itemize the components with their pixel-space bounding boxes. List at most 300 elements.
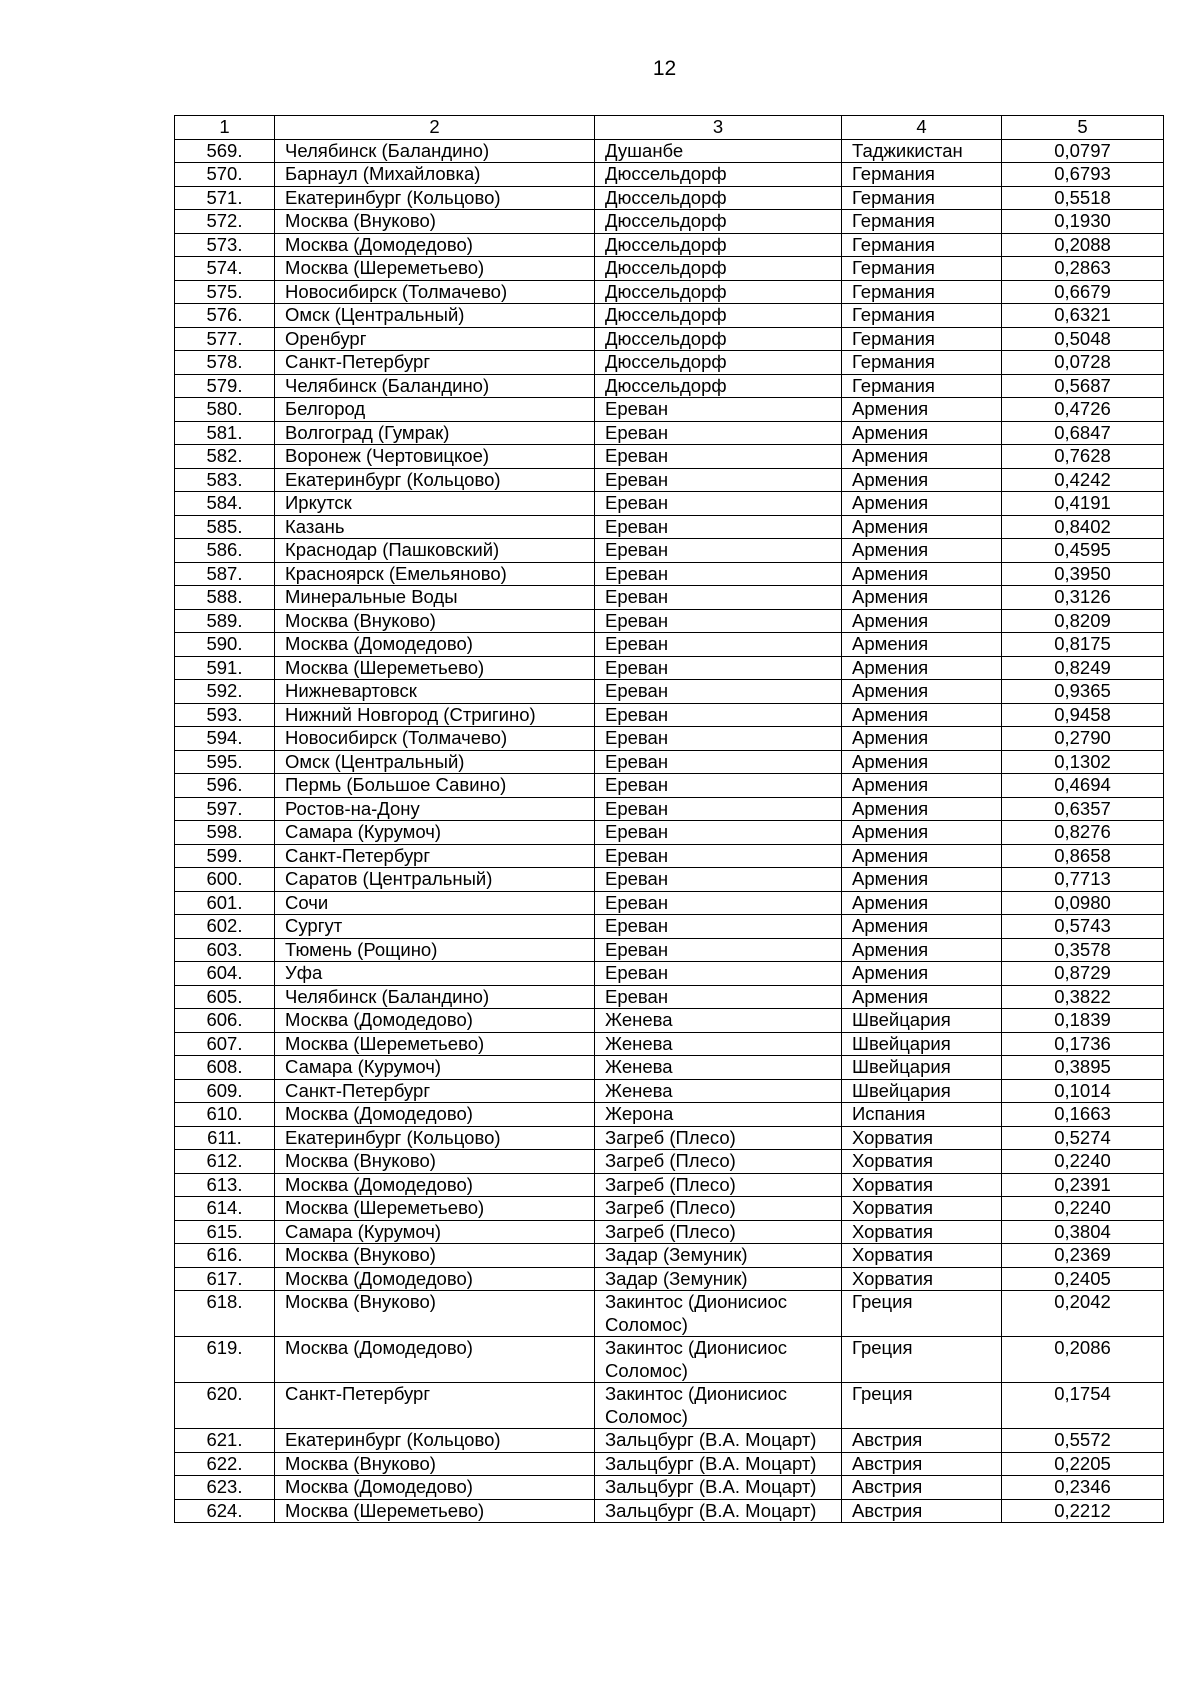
- destination-cell: Ереван: [595, 821, 842, 845]
- table-row: [175, 539, 1164, 563]
- destination-cell: Ереван: [595, 891, 842, 915]
- table-row: [175, 680, 1164, 704]
- value-cell: 0,2042: [1002, 1291, 1164, 1337]
- destination-cell: Дюссельдорф: [595, 351, 842, 375]
- value-cell: 0,2369: [1002, 1244, 1164, 1268]
- header-row: [175, 116, 1164, 140]
- destination-cell: Дюссельдорф: [595, 304, 842, 328]
- header-cell-1: 1: [175, 116, 275, 140]
- country-cell: Армения: [842, 703, 1002, 727]
- destination-cell: Ереван: [595, 868, 842, 892]
- row-number-cell: 613.: [175, 1173, 275, 1197]
- value-cell: 0,5518: [1002, 186, 1164, 210]
- table-row: [175, 727, 1164, 751]
- row-number-cell: 624.: [175, 1499, 275, 1523]
- value-cell: 0,2790: [1002, 727, 1164, 751]
- table-row: [175, 1220, 1164, 1244]
- origin-cell: Екатеринбург (Кольцово): [275, 1429, 595, 1453]
- table-row: [175, 1383, 1164, 1429]
- table-row: [175, 562, 1164, 586]
- value-cell: 0,8729: [1002, 962, 1164, 986]
- country-cell: Швейцария: [842, 1056, 1002, 1080]
- destination-cell: Ереван: [595, 938, 842, 962]
- row-number-cell: 606.: [175, 1009, 275, 1033]
- origin-cell: Санкт-Петербург: [275, 844, 595, 868]
- row-number-cell: 576.: [175, 304, 275, 328]
- header-cell-2: 2: [275, 116, 595, 140]
- page-number: 12: [652, 57, 677, 80]
- origin-cell: Новосибирск (Толмачево): [275, 280, 595, 304]
- country-cell: Армения: [842, 398, 1002, 422]
- country-cell: Хорватия: [842, 1244, 1002, 1268]
- destination-cell: Загреб (Плесо): [595, 1126, 842, 1150]
- row-number-cell: 604.: [175, 962, 275, 986]
- destination-cell: Ереван: [595, 750, 842, 774]
- origin-cell: Челябинск (Баландино): [275, 985, 595, 1009]
- origin-cell: Волгоград (Гумрак): [275, 421, 595, 445]
- value-cell: 0,4694: [1002, 774, 1164, 798]
- origin-cell: Санкт-Петербург: [275, 1079, 595, 1103]
- origin-cell: Уфа: [275, 962, 595, 986]
- row-number-cell: 595.: [175, 750, 275, 774]
- origin-cell: Сочи: [275, 891, 595, 915]
- origin-cell: Челябинск (Баландино): [275, 139, 595, 163]
- value-cell: 0,7628: [1002, 445, 1164, 469]
- row-number-cell: 572.: [175, 210, 275, 234]
- row-number-cell: 597.: [175, 797, 275, 821]
- value-cell: 0,8276: [1002, 821, 1164, 845]
- origin-cell: Москва (Шереметьево): [275, 257, 595, 281]
- table-row: [175, 468, 1164, 492]
- table-row: [175, 1032, 1164, 1056]
- destination-cell: Ереван: [595, 609, 842, 633]
- value-cell: 0,0797: [1002, 139, 1164, 163]
- value-cell: 0,3895: [1002, 1056, 1164, 1080]
- value-cell: 0,2391: [1002, 1173, 1164, 1197]
- destination-cell: Ереван: [595, 515, 842, 539]
- origin-cell: Омск (Центральный): [275, 750, 595, 774]
- table-row: [175, 821, 1164, 845]
- destination-cell: Дюссельдорф: [595, 186, 842, 210]
- row-number-cell: 623.: [175, 1476, 275, 1500]
- value-cell: 0,6679: [1002, 280, 1164, 304]
- country-cell: Хорватия: [842, 1267, 1002, 1291]
- country-cell: Греция: [842, 1383, 1002, 1429]
- destination-cell: Закинтос (Дионисиос Соломос): [595, 1383, 842, 1429]
- origin-cell: Москва (Домодедово): [275, 233, 595, 257]
- row-number-cell: 622.: [175, 1452, 275, 1476]
- destination-cell: Ереван: [595, 445, 842, 469]
- value-cell: 0,6357: [1002, 797, 1164, 821]
- country-cell: Германия: [842, 210, 1002, 234]
- row-number-cell: 599.: [175, 844, 275, 868]
- country-cell: Таджикистан: [842, 139, 1002, 163]
- origin-cell: Воронеж (Чертовицкое): [275, 445, 595, 469]
- country-cell: Испания: [842, 1103, 1002, 1127]
- destination-cell: Женева: [595, 1056, 842, 1080]
- row-number-cell: 600.: [175, 868, 275, 892]
- row-number-cell: 584.: [175, 492, 275, 516]
- value-cell: 0,3950: [1002, 562, 1164, 586]
- origin-cell: Омск (Центральный): [275, 304, 595, 328]
- table-row: [175, 139, 1164, 163]
- value-cell: 0,8209: [1002, 609, 1164, 633]
- row-number-cell: 592.: [175, 680, 275, 704]
- value-cell: 0,2088: [1002, 233, 1164, 257]
- origin-cell: Самара (Курумоч): [275, 821, 595, 845]
- country-cell: Армения: [842, 985, 1002, 1009]
- country-cell: Швейцария: [842, 1032, 1002, 1056]
- table-row: [175, 1103, 1164, 1127]
- table-row: [175, 1173, 1164, 1197]
- table-row: [175, 233, 1164, 257]
- value-cell: 0,8249: [1002, 656, 1164, 680]
- origin-cell: Екатеринбург (Кольцово): [275, 468, 595, 492]
- origin-cell: Барнаул (Михайловка): [275, 163, 595, 187]
- origin-cell: Новосибирск (Толмачево): [275, 727, 595, 751]
- table-row: [175, 985, 1164, 1009]
- value-cell: 0,2346: [1002, 1476, 1164, 1500]
- destination-cell: Дюссельдорф: [595, 327, 842, 351]
- row-number-cell: 611.: [175, 1126, 275, 1150]
- destination-cell: Загреб (Плесо): [595, 1220, 842, 1244]
- country-cell: Армения: [842, 868, 1002, 892]
- destination-cell: Ереван: [595, 633, 842, 657]
- value-cell: 0,4242: [1002, 468, 1164, 492]
- value-cell: 0,4726: [1002, 398, 1164, 422]
- table-row: [175, 1150, 1164, 1174]
- destination-cell: Дюссельдорф: [595, 280, 842, 304]
- table-row: [175, 210, 1164, 234]
- origin-cell: Красноярск (Емельяново): [275, 562, 595, 586]
- destination-cell: Ереван: [595, 774, 842, 798]
- destination-cell: Дюссельдорф: [595, 163, 842, 187]
- table-row: [175, 398, 1164, 422]
- destination-cell: Ереван: [595, 421, 842, 445]
- row-number-cell: 575.: [175, 280, 275, 304]
- value-cell: 0,1839: [1002, 1009, 1164, 1033]
- value-cell: 0,1754: [1002, 1383, 1164, 1429]
- table-row: [175, 938, 1164, 962]
- country-cell: Германия: [842, 233, 1002, 257]
- table-row: [175, 186, 1164, 210]
- country-cell: Швейцария: [842, 1009, 1002, 1033]
- table-row: [175, 1476, 1164, 1500]
- destination-cell: Женева: [595, 1079, 842, 1103]
- country-cell: Армения: [842, 797, 1002, 821]
- origin-cell: Екатеринбург (Кольцово): [275, 186, 595, 210]
- table-row: [175, 1337, 1164, 1383]
- table-row: [175, 257, 1164, 281]
- destination-cell: Дюссельдорф: [595, 233, 842, 257]
- destination-cell: Ереван: [595, 915, 842, 939]
- row-number-cell: 581.: [175, 421, 275, 445]
- row-number-cell: 605.: [175, 985, 275, 1009]
- row-number-cell: 589.: [175, 609, 275, 633]
- origin-cell: Москва (Домодедово): [275, 1267, 595, 1291]
- row-number-cell: 593.: [175, 703, 275, 727]
- origin-cell: Самара (Курумоч): [275, 1220, 595, 1244]
- destination-cell: Ереван: [595, 492, 842, 516]
- row-number-cell: 587.: [175, 562, 275, 586]
- table-row: [175, 163, 1164, 187]
- table-row: [175, 1009, 1164, 1033]
- destination-cell: Ереван: [595, 398, 842, 422]
- value-cell: 0,2086: [1002, 1337, 1164, 1383]
- country-cell: Германия: [842, 327, 1002, 351]
- country-cell: Хорватия: [842, 1220, 1002, 1244]
- value-cell: 0,8175: [1002, 633, 1164, 657]
- country-cell: Австрия: [842, 1499, 1002, 1523]
- table-row: [175, 492, 1164, 516]
- origin-cell: Нижневартовск: [275, 680, 595, 704]
- row-number-cell: 574.: [175, 257, 275, 281]
- country-cell: Армения: [842, 891, 1002, 915]
- value-cell: 0,2240: [1002, 1150, 1164, 1174]
- destination-cell: Ереван: [595, 468, 842, 492]
- table-row: [175, 656, 1164, 680]
- destination-cell: Ереван: [595, 703, 842, 727]
- destination-cell: Ереван: [595, 797, 842, 821]
- table-row: [175, 280, 1164, 304]
- row-number-cell: 594.: [175, 727, 275, 751]
- row-number-cell: 586.: [175, 539, 275, 563]
- table-row: [175, 327, 1164, 351]
- table-row: [175, 915, 1164, 939]
- value-cell: 0,9458: [1002, 703, 1164, 727]
- header-cell-5: 5: [1002, 116, 1164, 140]
- table-row: [175, 1452, 1164, 1476]
- row-number-cell: 588.: [175, 586, 275, 610]
- routes-table: [174, 115, 1164, 1523]
- origin-cell: Пермь (Большое Савино): [275, 774, 595, 798]
- table-row: [175, 633, 1164, 657]
- origin-cell: Краснодар (Пашковский): [275, 539, 595, 563]
- table-row: [175, 750, 1164, 774]
- destination-cell: Задар (Земуник): [595, 1267, 842, 1291]
- country-cell: Греция: [842, 1337, 1002, 1383]
- destination-cell: Зальцбург (В.А. Моцарт): [595, 1499, 842, 1523]
- origin-cell: Иркутск: [275, 492, 595, 516]
- origin-cell: Москва (Домодедово): [275, 633, 595, 657]
- row-number-cell: 614.: [175, 1197, 275, 1221]
- country-cell: Армения: [842, 633, 1002, 657]
- origin-cell: Саратов (Центральный): [275, 868, 595, 892]
- origin-cell: Москва (Домодедово): [275, 1103, 595, 1127]
- origin-cell: Самара (Курумоч): [275, 1056, 595, 1080]
- country-cell: Армения: [842, 750, 1002, 774]
- value-cell: 0,8402: [1002, 515, 1164, 539]
- value-cell: 0,3804: [1002, 1220, 1164, 1244]
- table-body: [175, 139, 1164, 1523]
- value-cell: 0,0980: [1002, 891, 1164, 915]
- origin-cell: Москва (Внуково): [275, 1291, 595, 1337]
- destination-cell: Ереван: [595, 539, 842, 563]
- destination-cell: Жерона: [595, 1103, 842, 1127]
- origin-cell: Москва (Шереметьево): [275, 1499, 595, 1523]
- destination-cell: Зальцбург (В.А. Моцарт): [595, 1429, 842, 1453]
- value-cell: 0,7713: [1002, 868, 1164, 892]
- row-number-cell: 583.: [175, 468, 275, 492]
- country-cell: Германия: [842, 257, 1002, 281]
- table-row: [175, 421, 1164, 445]
- table-row: [175, 1499, 1164, 1523]
- value-cell: 0,6847: [1002, 421, 1164, 445]
- row-number-cell: 602.: [175, 915, 275, 939]
- destination-cell: Женева: [595, 1009, 842, 1033]
- value-cell: 0,1930: [1002, 210, 1164, 234]
- value-cell: 0,2205: [1002, 1452, 1164, 1476]
- table-row: [175, 891, 1164, 915]
- table-row: [175, 797, 1164, 821]
- row-number-cell: 570.: [175, 163, 275, 187]
- row-number-cell: 573.: [175, 233, 275, 257]
- country-cell: Армения: [842, 727, 1002, 751]
- table-row: [175, 445, 1164, 469]
- row-number-cell: 569.: [175, 139, 275, 163]
- value-cell: 0,5743: [1002, 915, 1164, 939]
- row-number-cell: 579.: [175, 374, 275, 398]
- row-number-cell: 621.: [175, 1429, 275, 1453]
- destination-cell: Зальцбург (В.А. Моцарт): [595, 1476, 842, 1500]
- table-row: [175, 774, 1164, 798]
- table-row: [175, 515, 1164, 539]
- destination-cell: Дюссельдорф: [595, 257, 842, 281]
- value-cell: 0,8658: [1002, 844, 1164, 868]
- table-row: [175, 351, 1164, 375]
- country-cell: Армения: [842, 656, 1002, 680]
- origin-cell: Москва (Шереметьево): [275, 656, 595, 680]
- destination-cell: Зальцбург (В.А. Моцарт): [595, 1452, 842, 1476]
- table-row: [175, 586, 1164, 610]
- value-cell: 0,4191: [1002, 492, 1164, 516]
- origin-cell: Челябинск (Баландино): [275, 374, 595, 398]
- origin-cell: Москва (Внуково): [275, 1150, 595, 1174]
- row-number-cell: 610.: [175, 1103, 275, 1127]
- origin-cell: Москва (Внуково): [275, 1244, 595, 1268]
- destination-cell: Ереван: [595, 680, 842, 704]
- value-cell: 0,5048: [1002, 327, 1164, 351]
- country-cell: Армения: [842, 821, 1002, 845]
- origin-cell: Москва (Шереметьево): [275, 1197, 595, 1221]
- table-row: [175, 1197, 1164, 1221]
- row-number-cell: 580.: [175, 398, 275, 422]
- table-row: [175, 374, 1164, 398]
- value-cell: 0,5274: [1002, 1126, 1164, 1150]
- country-cell: Армения: [842, 774, 1002, 798]
- origin-cell: Москва (Домодедово): [275, 1476, 595, 1500]
- table-row: [175, 844, 1164, 868]
- origin-cell: Москва (Шереметьево): [275, 1032, 595, 1056]
- row-number-cell: 601.: [175, 891, 275, 915]
- row-number-cell: 616.: [175, 1244, 275, 1268]
- table-row: [175, 1056, 1164, 1080]
- table-row: [175, 868, 1164, 892]
- country-cell: Хорватия: [842, 1173, 1002, 1197]
- row-number-cell: 612.: [175, 1150, 275, 1174]
- value-cell: 0,2212: [1002, 1499, 1164, 1523]
- row-number-cell: 619.: [175, 1337, 275, 1383]
- country-cell: Армения: [842, 539, 1002, 563]
- country-cell: Армения: [842, 562, 1002, 586]
- row-number-cell: 617.: [175, 1267, 275, 1291]
- origin-cell: Казань: [275, 515, 595, 539]
- country-cell: Армения: [842, 609, 1002, 633]
- value-cell: 0,6321: [1002, 304, 1164, 328]
- destination-cell: Загреб (Плесо): [595, 1173, 842, 1197]
- destination-cell: Загреб (Плесо): [595, 1197, 842, 1221]
- origin-cell: Тюмень (Рощино): [275, 938, 595, 962]
- value-cell: 0,2405: [1002, 1267, 1164, 1291]
- destination-cell: Дюссельдорф: [595, 210, 842, 234]
- value-cell: 0,1663: [1002, 1103, 1164, 1127]
- country-cell: Армения: [842, 445, 1002, 469]
- table-row: [175, 1079, 1164, 1103]
- origin-cell: Санкт-Петербург: [275, 351, 595, 375]
- value-cell: 0,3126: [1002, 586, 1164, 610]
- origin-cell: Москва (Внуково): [275, 609, 595, 633]
- origin-cell: Екатеринбург (Кольцово): [275, 1126, 595, 1150]
- value-cell: 0,3578: [1002, 938, 1164, 962]
- origin-cell: Ростов-на-Дону: [275, 797, 595, 821]
- row-number-cell: 598.: [175, 821, 275, 845]
- value-cell: 0,6793: [1002, 163, 1164, 187]
- row-number-cell: 591.: [175, 656, 275, 680]
- origin-cell: Белгород: [275, 398, 595, 422]
- country-cell: Хорватия: [842, 1197, 1002, 1221]
- country-cell: Армения: [842, 421, 1002, 445]
- origin-cell: Москва (Домодедово): [275, 1337, 595, 1383]
- country-cell: Австрия: [842, 1429, 1002, 1453]
- country-cell: Швейцария: [842, 1079, 1002, 1103]
- country-cell: Армения: [842, 938, 1002, 962]
- origin-cell: Минеральные Воды: [275, 586, 595, 610]
- value-cell: 0,1302: [1002, 750, 1164, 774]
- origin-cell: Сургут: [275, 915, 595, 939]
- origin-cell: Нижний Новгород (Стригино): [275, 703, 595, 727]
- country-cell: Германия: [842, 304, 1002, 328]
- country-cell: Армения: [842, 468, 1002, 492]
- row-number-cell: 571.: [175, 186, 275, 210]
- table-row: [175, 1126, 1164, 1150]
- value-cell: 0,2240: [1002, 1197, 1164, 1221]
- origin-cell: Москва (Домодедово): [275, 1173, 595, 1197]
- origin-cell: Оренбург: [275, 327, 595, 351]
- row-number-cell: 585.: [175, 515, 275, 539]
- row-number-cell: 603.: [175, 938, 275, 962]
- row-number-cell: 608.: [175, 1056, 275, 1080]
- origin-cell: Москва (Внуково): [275, 1452, 595, 1476]
- destination-cell: Ереван: [595, 985, 842, 1009]
- row-number-cell: 615.: [175, 1220, 275, 1244]
- country-cell: Германия: [842, 280, 1002, 304]
- row-number-cell: 618.: [175, 1291, 275, 1337]
- country-cell: Германия: [842, 186, 1002, 210]
- country-cell: Армения: [842, 586, 1002, 610]
- value-cell: 0,2863: [1002, 257, 1164, 281]
- country-cell: Армения: [842, 915, 1002, 939]
- destination-cell: Ереван: [595, 727, 842, 751]
- row-number-cell: 620.: [175, 1383, 275, 1429]
- country-cell: Австрия: [842, 1452, 1002, 1476]
- country-cell: Германия: [842, 374, 1002, 398]
- origin-cell: Санкт-Петербург: [275, 1383, 595, 1429]
- table-row: [175, 1267, 1164, 1291]
- destination-cell: Загреб (Плесо): [595, 1150, 842, 1174]
- country-cell: Хорватия: [842, 1126, 1002, 1150]
- header-cell-3: 3: [595, 116, 842, 140]
- row-number-cell: 577.: [175, 327, 275, 351]
